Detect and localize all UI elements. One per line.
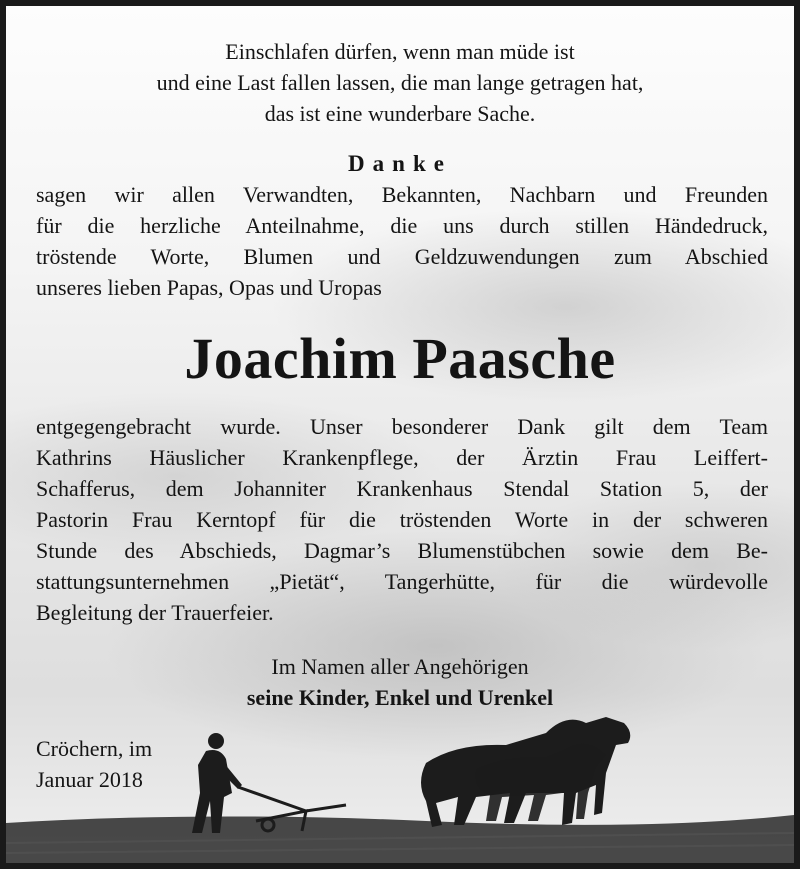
poem-line: Einschlafen dürfen, wenn man müde ist <box>225 39 575 64</box>
paragraph-line: Begleitung der Trauerfeier. <box>36 600 274 625</box>
thanks-intro-paragraph <box>36 179 768 303</box>
paragraph-line: stattungsunternehmen „Pietät“, Tangerhütte, für die würdevolle <box>36 569 768 594</box>
paragraph-line: unseres lieben Papas, Opas und Uropas <box>36 275 382 300</box>
paragraph-line: Schafferus, dem Johanniter Krankenhaus Stendal Station 5, der <box>36 476 768 501</box>
paragraph-line: entgegengebracht wurde. Unser besonderer Dank gilt dem Team <box>36 414 768 439</box>
horses-silhouette <box>421 717 630 827</box>
poem-line: und eine Last fallen lassen, die man lange getragen hat, <box>156 70 644 95</box>
place-and-date <box>36 733 152 795</box>
signature-block <box>6 651 794 713</box>
poem-verse <box>6 36 794 129</box>
paragraph-line: Pastorin Frau Kerntopf für die tröstenden Worte in der schweren <box>36 507 768 532</box>
signature-family: seine Kinder, Enkel und Urenkel <box>246 685 554 710</box>
place-line: Cröchern, im <box>36 736 153 761</box>
deceased-name: Joachim Paasche <box>184 326 616 391</box>
danke-heading: Danke <box>348 151 452 176</box>
poem-line: das ist eine wunderbare Sache. <box>264 101 536 126</box>
date-line: Januar 2018 <box>36 767 143 792</box>
paragraph-line: Kathrins Häuslicher Krankenpflege, der Ärztin Frau Leiffert- <box>36 445 768 470</box>
paragraph-line: Stunde des Abschieds, Dagmar’s Blumenstübchen sowie dem Be- <box>36 538 768 563</box>
thanks-body-paragraph <box>36 411 768 628</box>
paragraph-line: tröstende Worte, Blumen und Geldzuwendungen zum Abschied <box>36 244 768 269</box>
paragraph-line: für die herzliche Anteilnahme, die uns durch stillen Händedruck, <box>36 213 768 238</box>
paragraph-line: sagen wir allen Verwandten, Bekannten, Nachbarn und Freunden <box>36 182 768 207</box>
signature-line: Im Namen aller Angehörigen <box>271 654 529 679</box>
